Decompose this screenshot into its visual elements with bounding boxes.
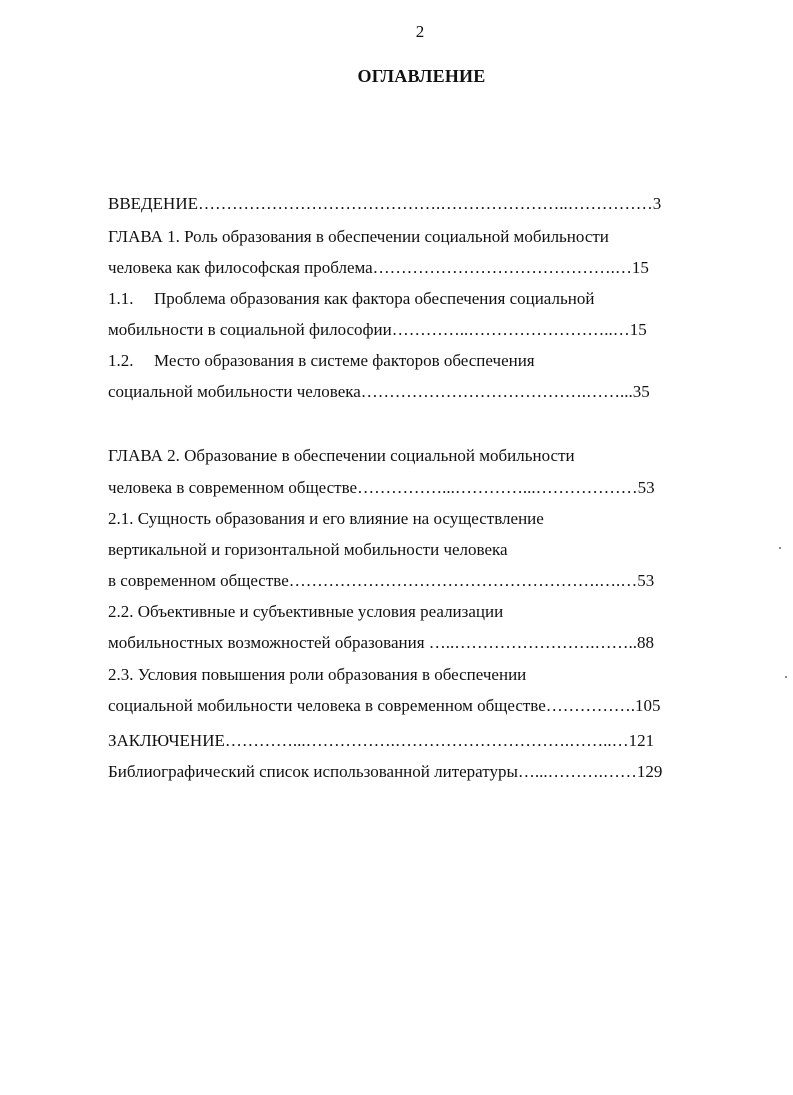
- section-number: 1.2.: [108, 351, 134, 370]
- toc-entry-section-2-2-continued: мобильностных возможностей образования …..…………………….……..88: [108, 633, 655, 652]
- scan-speck: [779, 547, 781, 549]
- scan-speck: [785, 676, 787, 678]
- toc-entry-section-2-3-continued: социальной мобильности человека в современном обществе…………….105: [108, 696, 661, 715]
- toc-entry-section-2-2: 2.2. Объективные и субъективные условия реализации: [108, 602, 504, 621]
- toc-entry-section-1-2: [108, 350, 535, 372]
- page-number: 2: [415, 22, 425, 41]
- toc-entry-conclusion: ЗАКЛЮЧЕНИЕ…………...…………….………………………….……..…121: [108, 731, 655, 750]
- toc-entry-section-2-1-continued: в современном обществе……………………………………………….….…53: [108, 571, 655, 590]
- toc-entry-chapter-1-continued: человека как философская проблема…………………………………….…15: [108, 258, 649, 277]
- section-title: Проблема образования как фактора обеспечения социальной: [154, 289, 595, 308]
- toc-entry-bibliography: Библиографический список использованной литературы…...……….……129: [108, 762, 663, 781]
- toc-entry-section-1-1-continued: мобильности в социальной философии…………..……………………..…15: [108, 320, 647, 339]
- section-number: 1.1.: [108, 289, 134, 308]
- toc-entry-section-2-1: 2.1. Сущность образования и его влияние на осуществление: [108, 509, 544, 528]
- page-title: ОГЛАВЛЕНИЕ: [357, 66, 486, 86]
- toc-entry-chapter-1: ГЛАВА 1. Роль образования в обеспечении социальной мобильности: [108, 227, 609, 246]
- section-title: Место образования в системе факторов обеспечения: [154, 351, 535, 370]
- toc-entry-section-2-3: 2.3. Условия повышения роли образования в обеспечении: [108, 665, 527, 684]
- toc-entry-section-2-1-continued: вертикальной и горизонтальной мобильности человека: [108, 540, 508, 559]
- toc-entry-section-1-1: [108, 288, 594, 310]
- toc-entry-section-1-2-continued: социальной мобильности человека………………………………….……...35: [108, 382, 650, 401]
- toc-entry-introduction: ВВЕДЕНИЕ…………………………………….…………………..……………3: [108, 194, 662, 213]
- toc-entry-chapter-2-continued: человека в современном обществе……………...…………...………………53: [108, 478, 655, 497]
- toc-entry-chapter-2: ГЛАВА 2. Образование в обеспечении социальной мобильности: [108, 446, 575, 465]
